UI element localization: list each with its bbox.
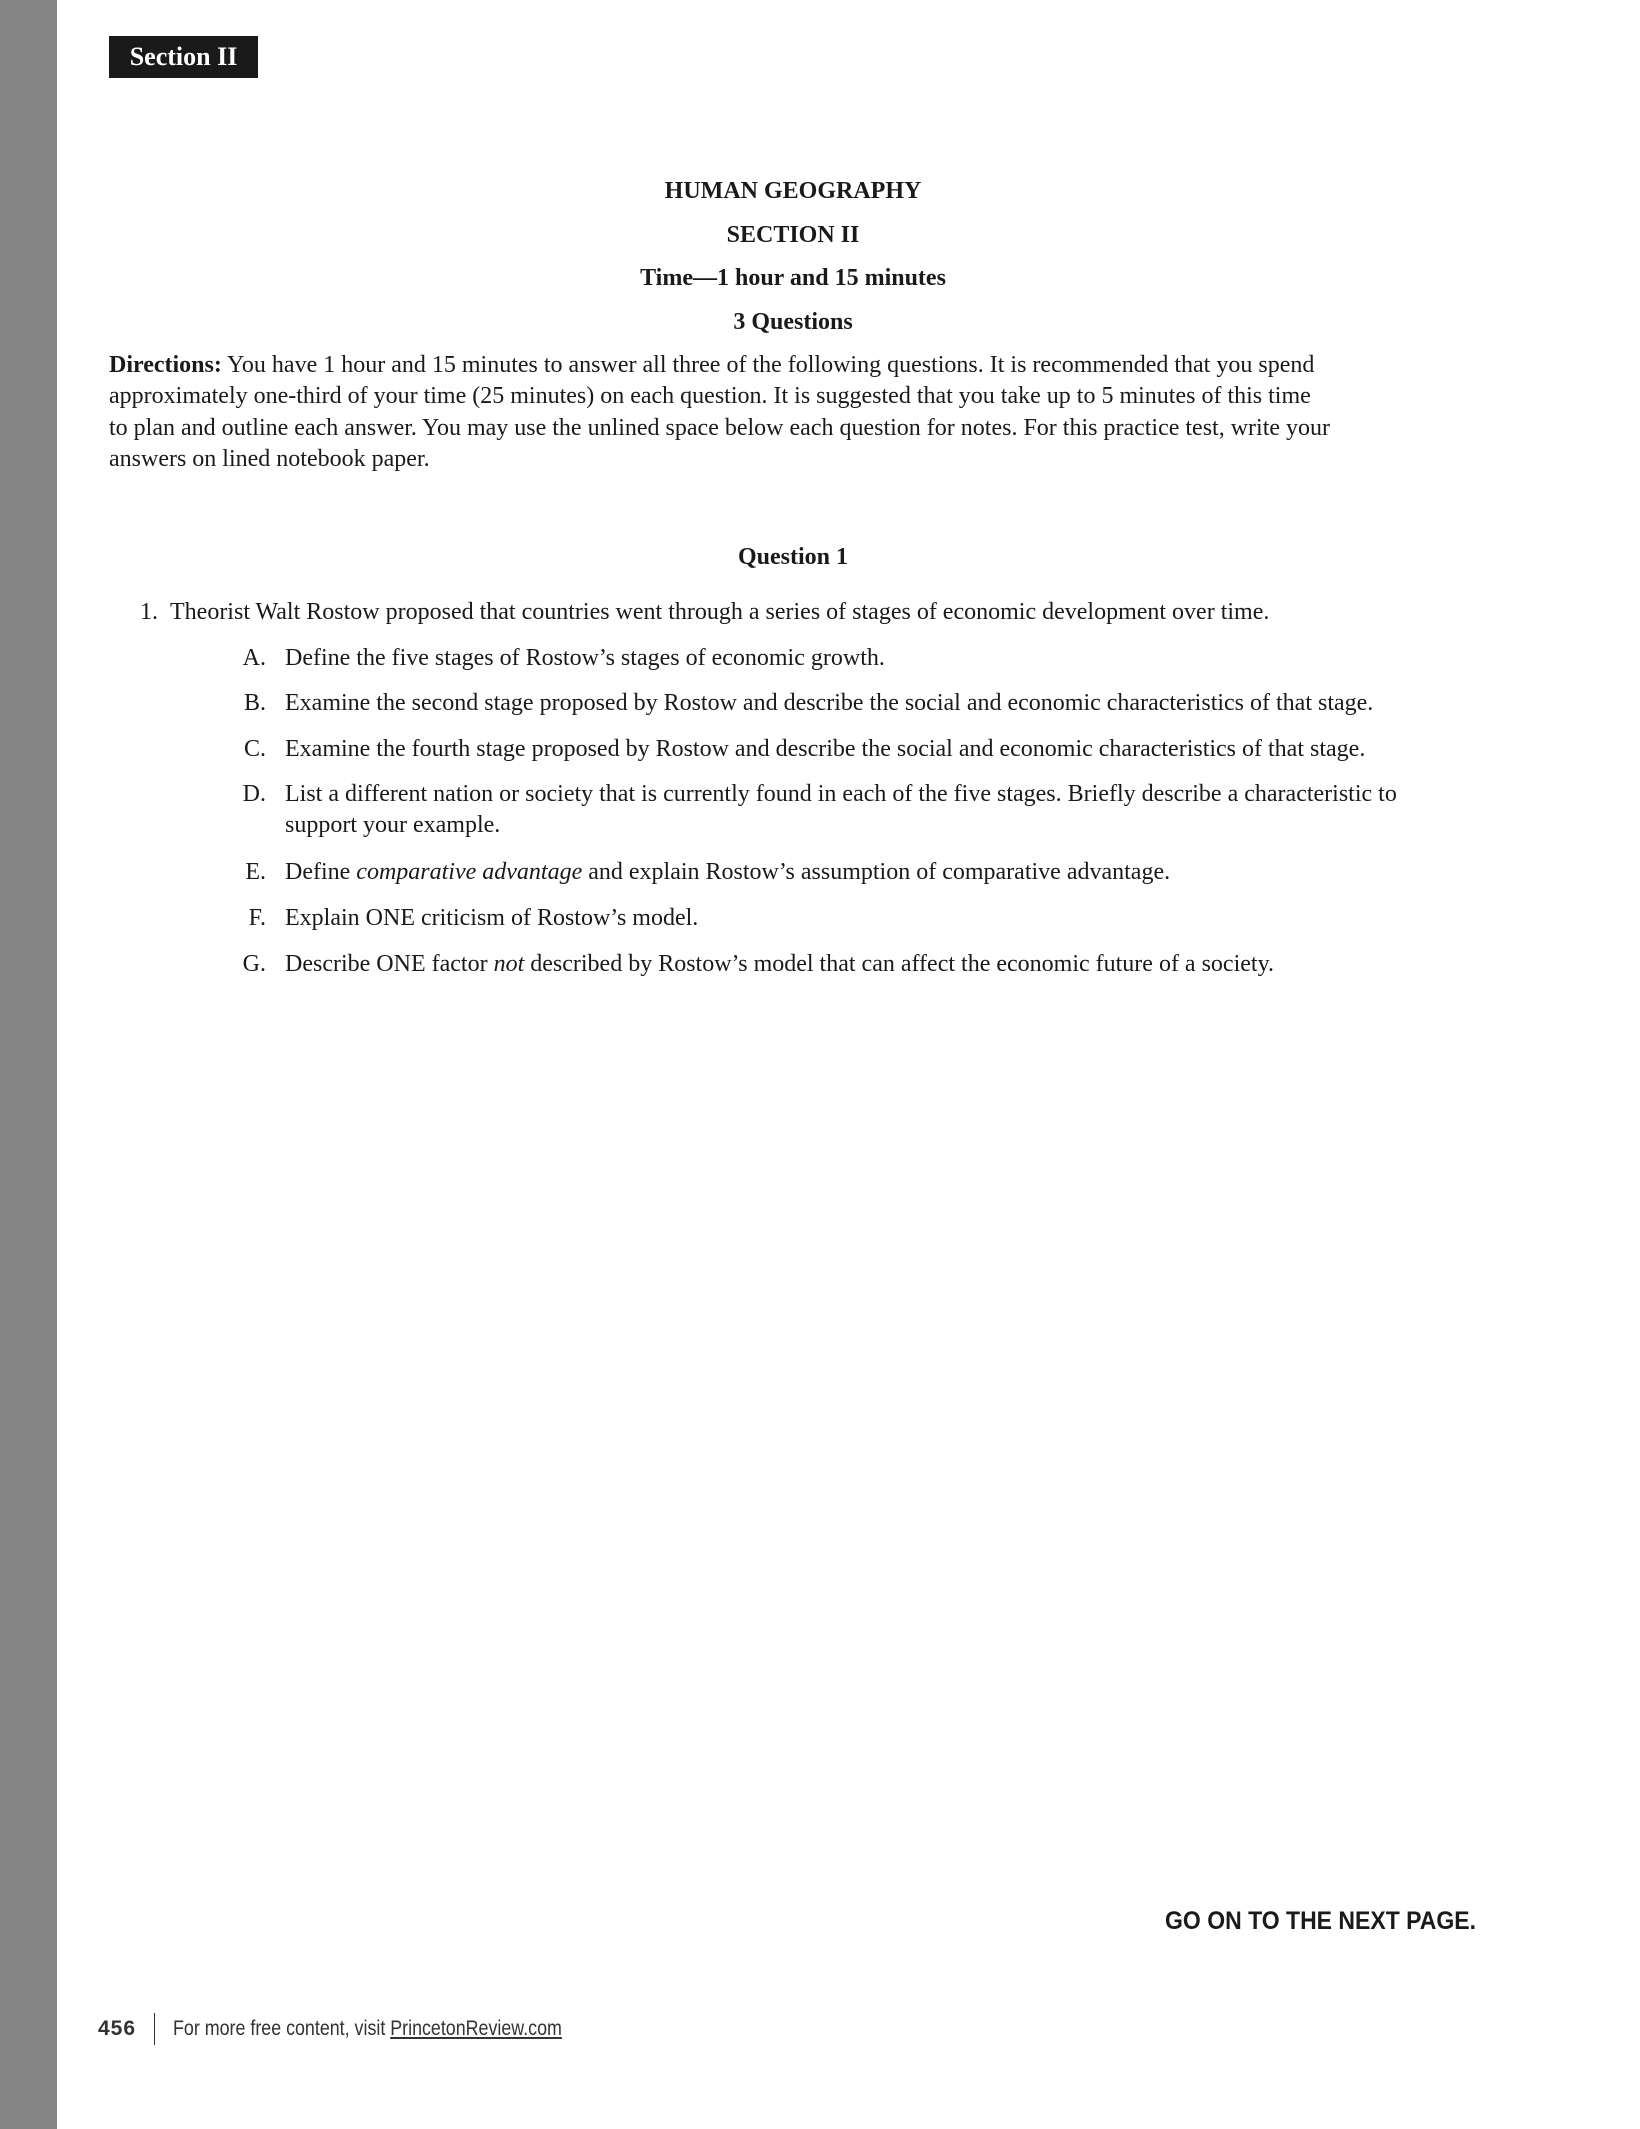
page-number: 456	[98, 2017, 137, 2040]
part-text	[285, 857, 1170, 887]
part-text-post: described by Rostow’s model that can affect the economic future of a society.	[524, 951, 1275, 977]
subject-title: HUMAN GEOGRAPHY	[664, 178, 922, 204]
question-heading: Question 1	[737, 544, 848, 570]
page-footer	[98, 2012, 631, 2046]
footer-caption: For more free content, visit	[173, 2017, 391, 2040]
question-count: 3 Questions	[733, 309, 853, 335]
part-text: Explain ONE criticism of Rostow’s model.	[285, 905, 699, 931]
part-letter: D.	[242, 781, 266, 807]
part-text-pre: Describe ONE factor	[285, 951, 494, 977]
directions-line: answers on lined notebook paper.	[109, 446, 430, 472]
part-letter: A.	[242, 645, 266, 671]
section-tag: Section II	[109, 36, 258, 78]
directions-line: approximately one-third of your time (25 minutes) on each question. It is suggested that you take up to 5 minutes of this time	[109, 383, 1311, 409]
time-limit: Time—1 hour and 15 minutes	[640, 265, 946, 291]
directions-line	[109, 350, 1314, 380]
footer-divider	[154, 2013, 155, 2045]
part-text-emphasis: comparative advantage	[356, 859, 583, 885]
part-letter: C.	[243, 736, 266, 762]
part-letter: E.	[245, 859, 266, 885]
part-text: Define the five stages of Rostow’s stages of economic growth.	[285, 645, 885, 671]
part-text: Examine the fourth stage proposed by Rostow and describe the social and economic characteristics of that stage.	[285, 736, 1366, 762]
part-text: Examine the second stage proposed by Rostow and describe the social and economic characteristics of that stage.	[285, 690, 1374, 716]
part-text: List a different nation or society that is currently found in each of the five stages. Briefly describe a characteristic to	[285, 781, 1397, 807]
princeton-review-link[interactable]: PrincetonReview.com	[390, 2017, 562, 2040]
directions-line: to plan and outline each answer. You may use the unlined space below each question for notes. For this practice test, write your	[109, 415, 1331, 441]
part-text-pre: Define	[285, 859, 357, 885]
part-text-continued: support your example.	[285, 812, 501, 838]
footer-text	[173, 2017, 562, 2041]
part-letter: G.	[242, 951, 266, 977]
directions-text: You have 1 hour and 15 minutes to answer all three of the following questions. It is recommended that you spend	[221, 352, 1315, 378]
part-text-post: and explain Rostow’s assumption of comparative advantage.	[582, 859, 1171, 885]
question-stem: Theorist Walt Rostow proposed that countries went through a series of stages of economic development over time.	[170, 599, 1270, 625]
part-letter: F.	[248, 905, 266, 931]
part-text-emphasis: not	[493, 951, 525, 977]
part-text	[285, 949, 1274, 979]
part-letter: B.	[243, 690, 266, 716]
section-title: SECTION II	[726, 222, 860, 248]
question-number: 1.	[140, 599, 158, 625]
directions-label: Directions:	[109, 352, 222, 378]
go-on-notice: GO ON TO THE NEXT PAGE.	[1165, 1907, 1476, 1935]
